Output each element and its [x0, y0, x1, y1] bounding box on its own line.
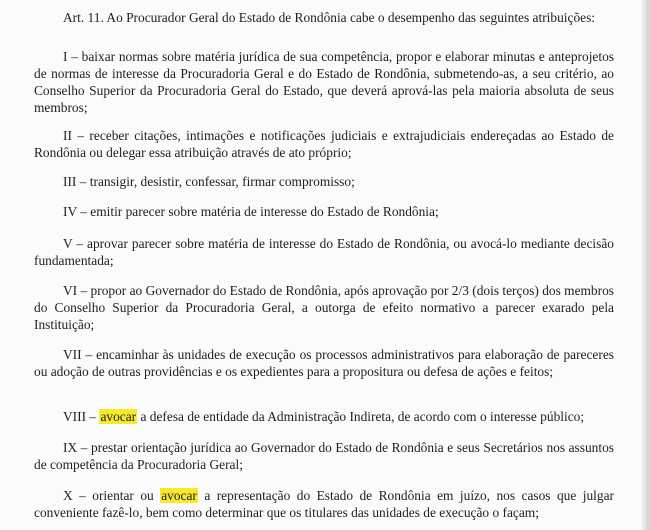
- highlighted-word: avocar: [161, 488, 197, 503]
- item-viii: [34, 408, 614, 425]
- item-vi: VI – propor ao Governador do Estado de Rondônia, após aprovação por 2/3 (dois terços) dos membros do Conselho Superior da Procuradoria Geral, a outorga de efeito normativo a parecer exarado pela Instituição;: [34, 283, 614, 332]
- item-i: I – baixar normas sobre matéria jurídica de sua competência, propor e elaborar minutas e anteprojetos de normas de interesse da Procuradoria Geral e do Estado de Rondônia, submetendo-as, a seu critério, ao Conselho Superior da Procuradoria Geral do Estado, que deverá aprová-las pela maioria absoluta de seus membros;: [34, 49, 614, 115]
- item-viii-prefix: VIII –: [63, 409, 100, 424]
- item-ix: IX – prestar orientação jurídica ao Governador do Estado de Rondônia e seus Secretários nos assuntos de competência da Procuradoria Geral;: [34, 440, 614, 472]
- highlighted-word: avocar: [100, 409, 137, 424]
- item-x: [34, 487, 614, 521]
- item-iii: III – transigir, desistir, confessar, firmar compromisso;: [63, 174, 355, 189]
- item-viii-rest: a defesa de entidade da Administração Indireta, de acordo com o interesse público;: [137, 409, 585, 424]
- item-vii: VII – encaminhar às unidades de execução os processos administrativos para elaboração de pareceres ou adoção de outras providências e os expedientes para a propositura ou defesa de ações e feitos;: [34, 347, 614, 379]
- item-x-prefix: X – orientar ou: [63, 488, 161, 503]
- article-intro: Art. 11. Ao Procurador Geral do Estado de Rondônia cabe o desempenho das seguintes atribuições:: [63, 10, 596, 25]
- item-x-rest: a representação do Estado de Rondônia em juízo, nos casos que julgar conveniente fazê-lo, bem como determinar que os titulares das unidades de execução o façam;: [34, 488, 614, 520]
- item-ii: II – receber citações, intimações e notificações judiciais e extrajudiciais endereçadas ao Estado de Rondônia ou delegar essa atribuição através de ato próprio;: [34, 128, 614, 160]
- item-iv: IV – emitir parecer sobre matéria de interesse do Estado de Rondônia;: [63, 204, 439, 219]
- item-v: V – aprovar parecer sobre matéria de interesse do Estado de Rondônia, ou avocá-lo mediante decisão fundamentada;: [34, 236, 614, 268]
